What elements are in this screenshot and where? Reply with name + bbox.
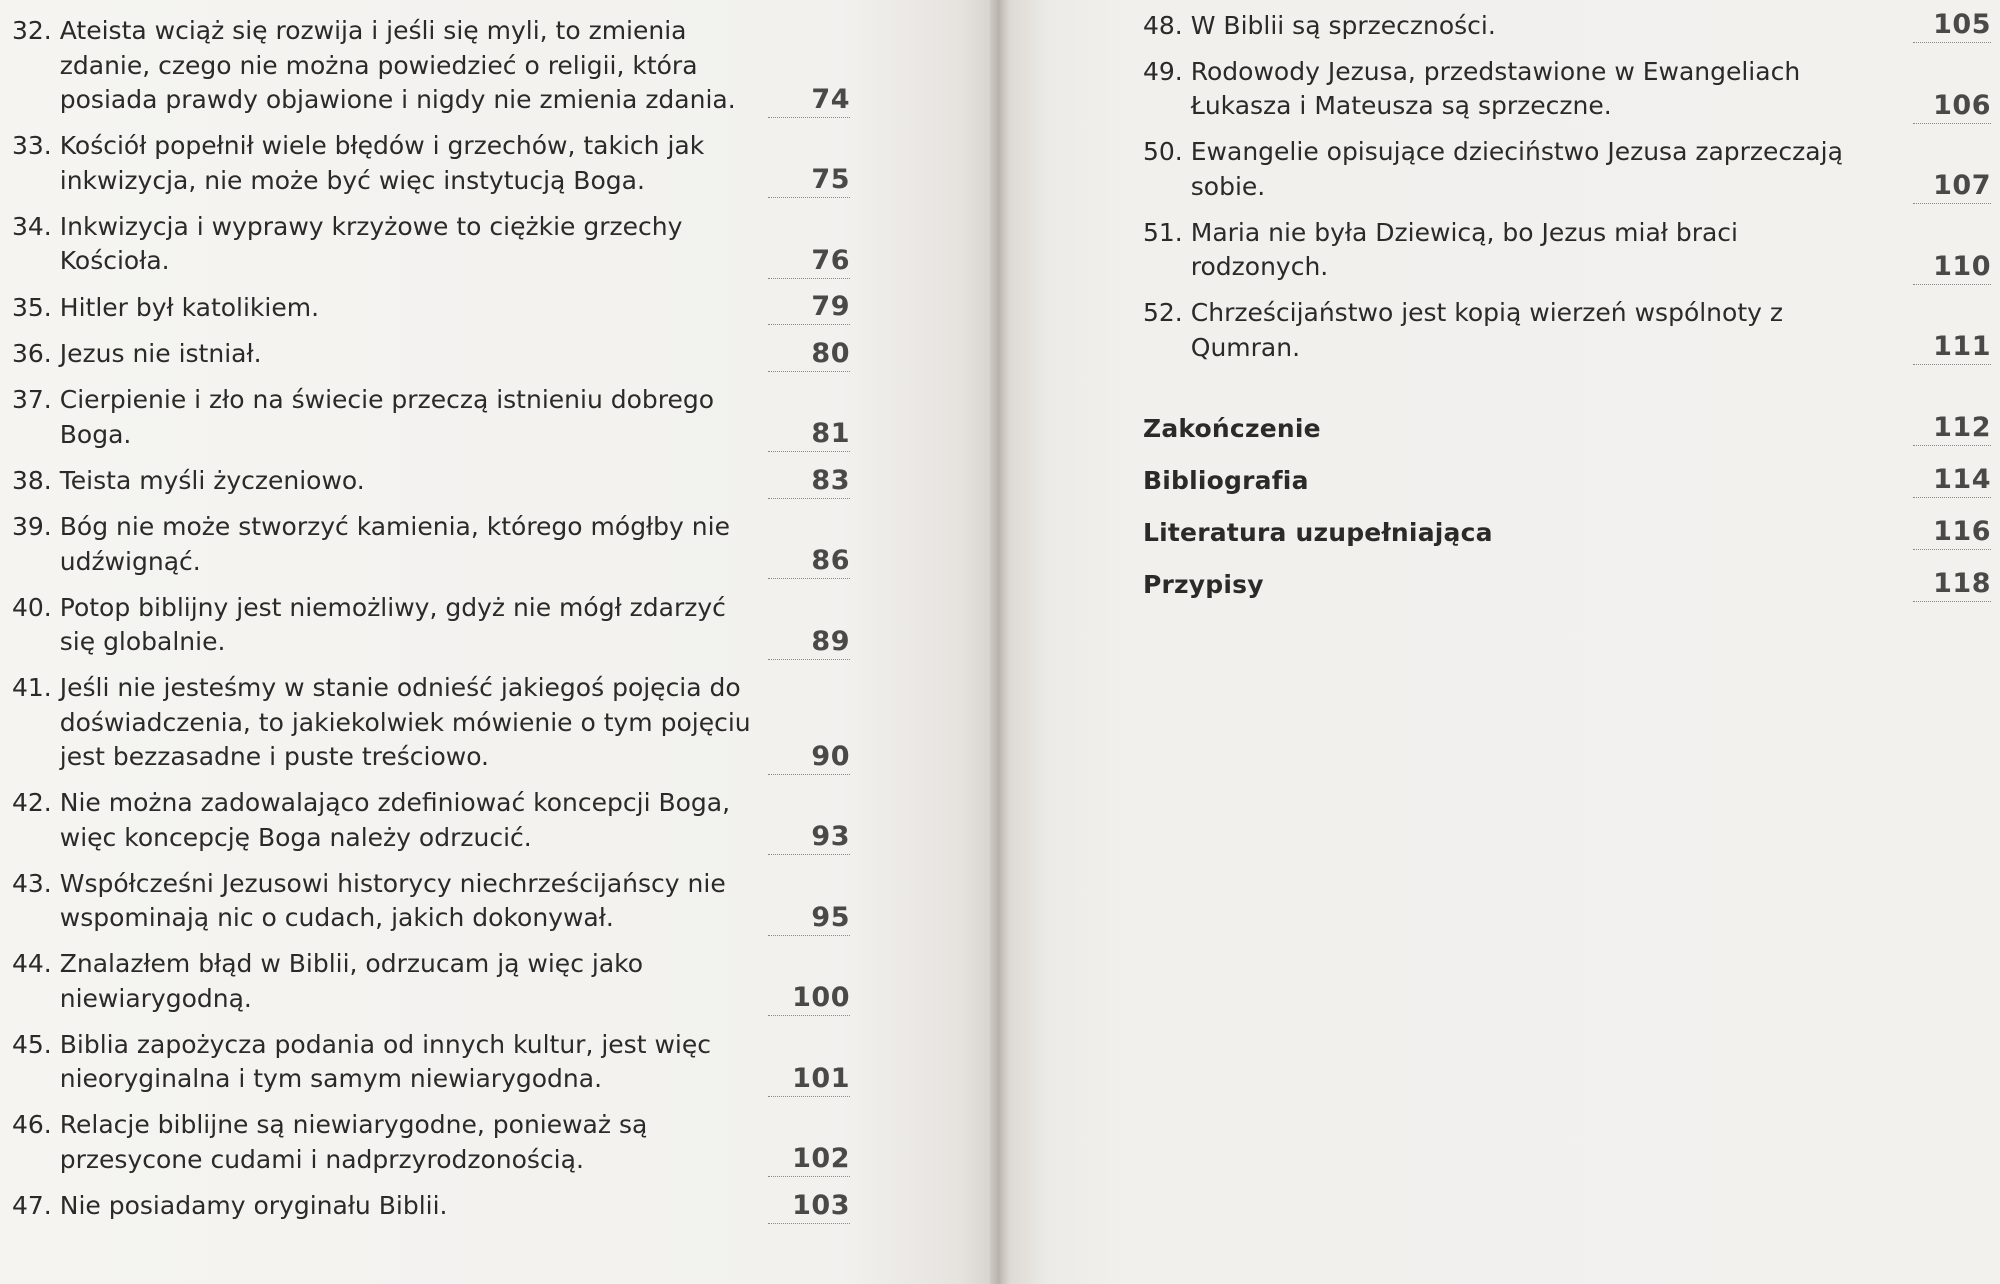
- toc-entry[interactable]: [12, 1189, 850, 1224]
- entry-page-number: 111: [1913, 330, 1991, 365]
- entry-page-number: 89: [768, 625, 850, 660]
- entry-page-number: 107: [1913, 169, 1991, 204]
- entry-number: 38.: [12, 466, 52, 495]
- entry-title: Bóg nie może stworzyć kamienia, którego mógłby nie udźwignąć.: [59, 512, 730, 576]
- entry-number: 33.: [12, 131, 52, 160]
- entry-page-number: 81: [768, 417, 850, 452]
- entry-page-number: 100: [768, 981, 850, 1016]
- entry-number: 36.: [12, 339, 52, 368]
- entry-number: 48.: [1143, 10, 1183, 40]
- entry-title: Potop biblijny jest niemożliwy, gdyż nie mógł zdarzyć się globalnie.: [59, 592, 726, 656]
- entry-page-number: 110: [1913, 250, 1991, 285]
- toc-entry[interactable]: [12, 867, 850, 936]
- entry-number: 50.: [1143, 137, 1183, 166]
- section-page-number: 118: [1913, 567, 1991, 602]
- entry-page-number: 79: [768, 290, 850, 325]
- toc-entry[interactable]: [1143, 55, 1991, 124]
- entry-page-number: 103: [768, 1189, 850, 1224]
- toc-entry[interactable]: [12, 210, 850, 279]
- section-page-number: 114: [1913, 463, 1991, 498]
- entry-title: Chrześcijaństwo jest kopią wierzeń wspólnoty z Qumran.: [1190, 298, 1783, 362]
- toc-entry[interactable]: [12, 947, 850, 1016]
- entry-number: 47.: [12, 1191, 52, 1220]
- toc-entry[interactable]: [12, 591, 850, 660]
- section-title: Literatura uzupełniająca: [1143, 517, 1493, 547]
- entry-page-number: 90: [768, 740, 850, 775]
- toc-entry[interactable]: [12, 337, 850, 372]
- entry-title: Rodowody Jezusa, przedstawione w Ewangeliach Łukasza i Mateusza są sprzeczne.: [1190, 56, 1801, 120]
- section-title: Zakończenie: [1143, 413, 1321, 443]
- toc-section-entry[interactable]: [1143, 411, 1991, 446]
- toc-entry[interactable]: [12, 14, 850, 118]
- entry-number: 40.: [12, 592, 52, 622]
- section-title: Bibliografia: [1143, 465, 1309, 495]
- entry-page-number: 86: [768, 544, 850, 579]
- toc-entry[interactable]: [12, 290, 850, 325]
- entry-number: 46.: [12, 1110, 52, 1139]
- entry-page-number: 76: [768, 244, 850, 279]
- entry-title: Nie można zadowalająco zdefiniować koncepcji Boga, więc koncepcję Boga należy odrzucić.: [59, 788, 731, 852]
- entry-title: Biblia zapożycza podania od innych kultur, jest więc nieoryginalna i tym samym niewiarygodna.: [59, 1029, 711, 1093]
- entry-title: Inkwizycja i wyprawy krzyżowe to ciężkie grzechy Kościoła.: [59, 211, 683, 275]
- section-page-number: 116: [1913, 515, 1991, 550]
- entry-title: Ewangelie opisujące dzieciństwo Jezusa zaprzeczają sobie.: [1190, 137, 1843, 201]
- entry-number: 42.: [12, 788, 52, 817]
- entry-page-number: 80: [768, 337, 850, 372]
- entry-page-number: 95: [768, 901, 850, 936]
- entry-title: Współcześni Jezusowi historycy niechrześcijańscy nie wspominają nic o cudach, jakich dokonywał.: [59, 868, 726, 932]
- toc-list-left: [12, 14, 850, 1235]
- toc-section-entry[interactable]: [1143, 463, 1991, 498]
- entry-title: Kościół popełnił wiele błędów i grzechów, takich jak inkwizycja, nie może być więc instytucją Boga.: [59, 131, 705, 195]
- toc-entry[interactable]: [12, 383, 850, 452]
- toc-section-entry[interactable]: [1143, 567, 1991, 602]
- entry-title: Maria nie była Dziewicą, bo Jezus miał braci rodzonych.: [1190, 217, 1738, 281]
- toc-entry[interactable]: [12, 510, 850, 579]
- entry-number: 51.: [1143, 217, 1183, 247]
- section-page-number: 112: [1913, 411, 1991, 446]
- entry-title: Nie posiadamy oryginału Biblii.: [59, 1191, 448, 1220]
- entry-title: Teista myśli życzeniowo.: [59, 466, 365, 495]
- entry-title: Znalazłem błąd w Biblii, odrzucam ją więc jako niewiarygodną.: [59, 949, 644, 1013]
- toc-entry[interactable]: [12, 1028, 850, 1097]
- entry-title: Relacje biblijne są niewiarygodne, ponieważ są przesycone cudami i nadprzyrodzonością.: [59, 1110, 648, 1174]
- toc-entry[interactable]: [12, 129, 850, 198]
- toc-entry[interactable]: [12, 786, 850, 855]
- entry-number: 45.: [12, 1029, 52, 1059]
- entry-number: 44.: [12, 949, 52, 978]
- entry-title: Cierpienie i zło na świecie przeczą istnieniu dobrego Boga.: [59, 385, 715, 449]
- left-page: [0, 0, 990, 1284]
- entry-number: 34.: [12, 211, 52, 241]
- toc-entry[interactable]: [1143, 296, 1991, 365]
- book-gutter: [990, 0, 1010, 1284]
- toc-entry[interactable]: [1143, 216, 1991, 285]
- entry-page-number: 83: [768, 464, 850, 499]
- entry-number: 52.: [1143, 298, 1183, 327]
- toc-entry[interactable]: [12, 1108, 850, 1177]
- entry-title: Jeśli nie jesteśmy w stanie odnieść jakiegoś pojęcia do doświadczenia, to jakiekolwiek mówienie o tym pojęciu jest bezzasadne i puste treściowo.: [59, 673, 751, 771]
- entry-page-number: 102: [768, 1142, 850, 1177]
- entry-number: 37.: [12, 385, 52, 414]
- entry-page-number: 75: [768, 163, 850, 198]
- entry-number: 43.: [12, 868, 52, 898]
- entry-page-number: 105: [1913, 8, 1991, 43]
- toc-entry[interactable]: [12, 671, 850, 775]
- toc-entry[interactable]: [1143, 135, 1991, 204]
- entry-title: Jezus nie istniał.: [59, 339, 262, 368]
- entry-page-number: 101: [768, 1062, 850, 1097]
- entry-page-number: 74: [768, 83, 850, 118]
- toc-section-entry[interactable]: [1143, 515, 1991, 550]
- entry-number: 35.: [12, 292, 52, 322]
- entry-number: 41.: [12, 673, 52, 702]
- entry-title: W Biblii są sprzeczności.: [1190, 10, 1496, 40]
- entry-page-number: 93: [768, 820, 850, 855]
- entry-number: 32.: [12, 16, 52, 45]
- back-matter-sections: [1143, 411, 1991, 602]
- entry-number: 39.: [12, 512, 52, 541]
- toc-entry[interactable]: [12, 464, 850, 499]
- entry-number: 49.: [1143, 56, 1183, 86]
- toc-list-right: [1143, 8, 1991, 619]
- right-page: [1010, 0, 2000, 1284]
- section-title: Przypisy: [1143, 569, 1264, 599]
- entry-title: Ateista wciąż się rozwija i jeśli się myli, to zmienia zdanie, czego nie można powiedzieć o religii, która posiada prawdy objawione i nigdy nie zmienia zdania.: [59, 16, 736, 114]
- entry-title: Hitler był katolikiem.: [59, 292, 320, 322]
- toc-entry[interactable]: [1143, 8, 1991, 43]
- entry-page-number: 106: [1913, 89, 1991, 124]
